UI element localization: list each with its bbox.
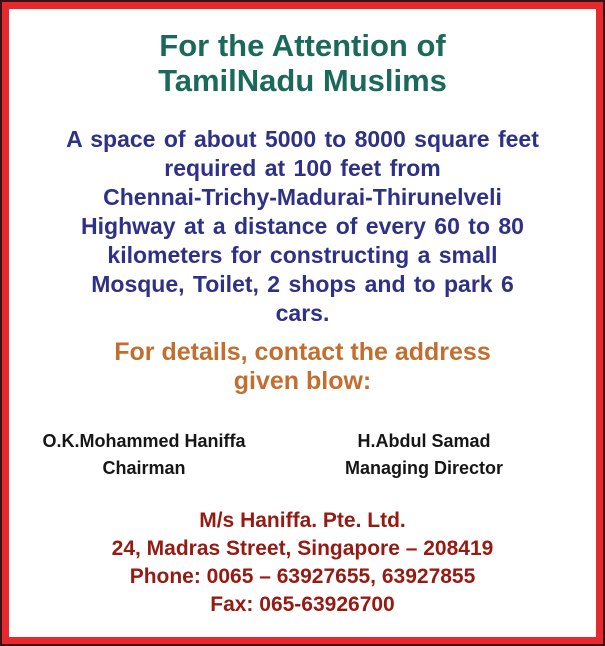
details-line-2: given blow:: [233, 367, 372, 395]
contact-name: O.K.Mohammed Haniffa: [42, 431, 246, 451]
address-line: 24, Madras Street, Singapore – 208419: [111, 537, 494, 560]
company-name: M/s Haniffa. Pte. Ltd.: [199, 509, 406, 532]
contacts-row: [9, 430, 596, 479]
body-line: required at 100 feet from: [164, 155, 441, 181]
body-paragraph: [9, 125, 596, 328]
body-line: cars.: [275, 300, 330, 326]
contact-chairman: [19, 430, 269, 479]
page-title: [9, 28, 596, 98]
page-title-line-2: TamilNadu Muslims: [158, 63, 447, 98]
details-line-1: For details, contact the address: [114, 338, 491, 366]
page-title-line-1: For the Attention of: [159, 28, 446, 63]
body-line: Mosque, Toilet, 2 shops and to park 6: [91, 271, 514, 297]
contact-name: H.Abdul Samad: [357, 431, 491, 451]
body-line: Chennai-Trichy-Madurai-Thirunelveli: [103, 184, 502, 210]
fax-line: Fax: 065-63926700: [210, 593, 395, 616]
body-line: A space of about 5000 to 8000 square feet: [66, 126, 539, 152]
contact-role: Chairman: [102, 458, 186, 478]
body-line: kilometers for constructing a small: [107, 242, 498, 268]
body-line: Highway at a distance of every 60 to 80: [81, 213, 524, 239]
phone-line: Phone: 0065 – 63927655, 63927855: [129, 565, 476, 588]
contact-role: Managing Director: [344, 458, 504, 478]
footer-address-block: [9, 507, 596, 619]
details-heading: [9, 338, 596, 396]
contact-managing-director: [309, 430, 539, 479]
notice-page: [2, 2, 603, 644]
